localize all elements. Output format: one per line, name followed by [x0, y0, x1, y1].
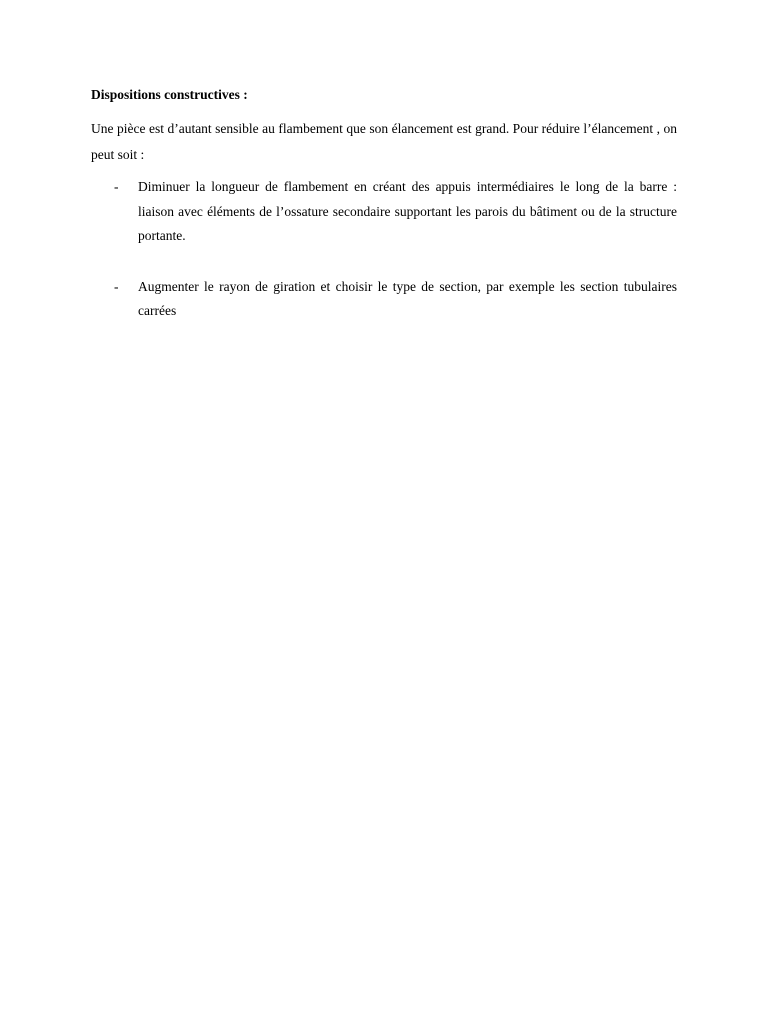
bullet-dash: -	[114, 278, 119, 294]
document-page	[91, 86, 677, 324]
bullet-dash: -	[114, 179, 119, 194]
section-heading: Dispositions constructives :	[91, 87, 248, 102]
intro-paragraph: Une pièce est d’autant sensible au flambement que son élancement est grand. Pour réduire l’élancement , on peut soit :	[91, 121, 677, 162]
list-item	[91, 175, 677, 249]
list-item-text: Diminuer la longueur de flambement en créant des appuis intermédiaires le long de la barre : liaison avec éléments de l’ossature secondaire supportant les parois du bâtiment ou de la structure portante.	[138, 179, 677, 243]
list-item-text: Augmenter le rayon de giration et choisir le type de section, par exemple les section tubulaires carrées	[138, 278, 677, 318]
bullet-list	[91, 175, 677, 324]
list-item	[91, 275, 677, 324]
